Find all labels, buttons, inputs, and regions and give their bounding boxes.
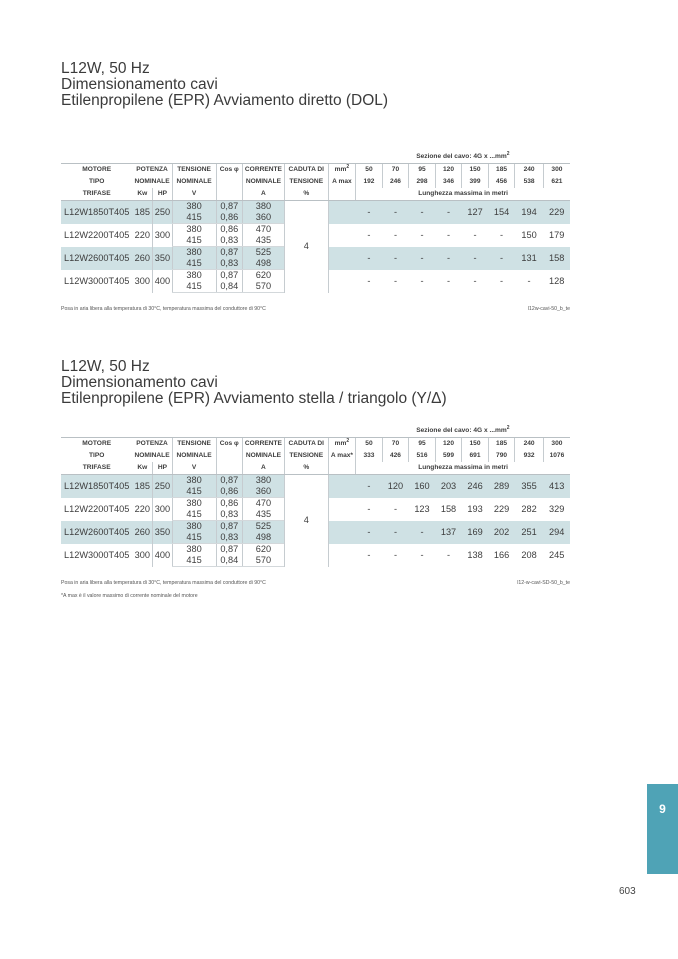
cell: 0,87 — [216, 475, 243, 487]
cell: 415 — [172, 509, 216, 521]
section2-title — [61, 359, 447, 407]
cell: % — [284, 462, 328, 475]
cell: - — [446, 275, 451, 286]
cell: - — [462, 247, 489, 270]
cell: 350 — [153, 247, 172, 270]
title-line: Etilenpropilene (EPR) Avviamento stella / triangolo (Y/Δ) — [61, 390, 447, 407]
cell: 790 — [488, 450, 515, 462]
cell: 158 — [440, 503, 457, 514]
cell: 350 — [153, 521, 172, 544]
superscript: 2 — [506, 151, 510, 157]
cell: 380 — [172, 224, 216, 236]
cell: 137 — [435, 521, 462, 544]
cell: TRIFASE — [61, 188, 132, 201]
cell: NOMINALE — [172, 450, 216, 462]
installation-note: Posa in aria libera alla temperatura di 30°C, temperatura massima del conduttore di 90°C — [61, 306, 266, 312]
cell: 179 — [549, 229, 565, 240]
cell: - — [356, 247, 383, 270]
cell: 415 — [172, 281, 216, 293]
header-row — [61, 176, 570, 188]
cell: 0,84 — [216, 555, 243, 567]
cell: 246 — [382, 176, 409, 188]
cell: 380 — [243, 201, 285, 213]
cell: TIPO — [89, 452, 105, 459]
cable-table-dol — [61, 151, 570, 293]
cell: 0,86 — [216, 224, 243, 236]
cell: 0,83 — [216, 509, 243, 521]
header-row — [61, 450, 570, 462]
cell: 413 — [543, 475, 570, 498]
cell: 300 — [543, 164, 570, 177]
cell: 1076 — [543, 450, 570, 462]
cell: - — [367, 229, 371, 240]
cell: 4 — [284, 201, 328, 293]
cell: - — [356, 475, 383, 498]
cell: 4 — [284, 475, 328, 567]
dimensioning-table — [61, 151, 570, 293]
mm-label: mm — [334, 440, 347, 447]
blank-cell — [328, 498, 356, 521]
cell: 246 — [462, 475, 489, 498]
cell: 380 — [172, 498, 216, 510]
header-row — [61, 151, 570, 164]
cell: 289 — [488, 475, 515, 498]
cell: - — [367, 549, 371, 560]
cell: 456 — [488, 176, 515, 188]
cell: - — [393, 229, 397, 240]
unit-cell — [328, 164, 356, 177]
cell: L12W2600T405 — [61, 521, 132, 544]
cell: 415 — [172, 258, 216, 270]
cell: 229 — [493, 503, 510, 514]
cell: - — [356, 201, 383, 224]
dimensioning-table — [61, 425, 570, 567]
cell: 525 — [243, 247, 285, 259]
cell: 300 — [543, 438, 570, 451]
cell: - — [527, 275, 531, 286]
header-row — [61, 438, 570, 451]
cell: 298 — [409, 176, 436, 188]
unit-cell — [328, 438, 356, 451]
length-header: Lunghezza massima in metri — [356, 462, 570, 475]
cell: 0,83 — [216, 235, 243, 247]
cell: 435 — [243, 235, 285, 247]
cell: 300 — [134, 275, 150, 286]
cell: 131 — [515, 247, 544, 270]
cell: 300 — [153, 224, 172, 247]
cell: 0,83 — [216, 258, 243, 270]
cell: - — [382, 247, 409, 270]
cell: 150 — [521, 229, 537, 240]
cell: - — [356, 521, 383, 544]
cell: L12W2200T405 — [64, 229, 130, 240]
cell: - — [393, 503, 397, 514]
cell: 380 — [172, 247, 216, 259]
cell: 220 — [134, 503, 150, 514]
superscript: 2 — [506, 425, 510, 431]
cell: 120 — [435, 438, 462, 451]
footnote: *A max è il valore massimo di corrente nominale del motore — [61, 593, 198, 599]
cell: 360 — [243, 486, 285, 498]
cell: TIPO — [89, 178, 105, 185]
cell: L12W1850T405 — [61, 475, 132, 498]
cell: 516 — [409, 450, 436, 462]
cell: V — [172, 188, 216, 201]
cell: A max* — [328, 450, 356, 462]
section-label: Sezione del cavo: 4G x ...mm — [416, 427, 507, 434]
blank-cell — [216, 188, 243, 201]
cell: 470 — [243, 498, 285, 510]
cell: - — [409, 247, 436, 270]
cell: 260 — [132, 247, 152, 270]
header-row — [61, 425, 570, 438]
cell: 360 — [243, 212, 285, 224]
cell: 128 — [549, 275, 565, 286]
cell: NOMINALE — [134, 452, 170, 459]
cell: 399 — [462, 176, 489, 188]
cell: MOTORE — [61, 164, 132, 177]
cell: 95 — [409, 164, 436, 177]
cell: 150 — [462, 438, 489, 451]
cell: L12W1850T405 — [61, 201, 132, 224]
cell: - — [420, 275, 424, 286]
blank-cell — [328, 201, 356, 224]
cell: 229 — [543, 201, 570, 224]
blank-cell — [216, 450, 243, 462]
cell: 203 — [435, 475, 462, 498]
cell: - — [446, 229, 451, 240]
cell: V — [172, 462, 216, 475]
cell: Cos φ — [216, 438, 243, 451]
cell: A — [243, 188, 285, 201]
cell: 250 — [153, 201, 172, 224]
cell: 193 — [467, 503, 483, 514]
cell: - — [393, 549, 397, 560]
cell: 0,86 — [216, 498, 243, 510]
cell: MOTORE — [61, 438, 132, 451]
cell: 0,87 — [216, 201, 243, 213]
page-number: 603 — [619, 886, 636, 897]
cell: - — [393, 275, 397, 286]
blank-cell — [328, 475, 356, 498]
cell: HP — [153, 188, 172, 201]
cell: 415 — [172, 486, 216, 498]
blank-cell — [216, 462, 243, 475]
cell: 0,87 — [216, 521, 243, 533]
cell: 95 — [409, 438, 436, 451]
length-header: Lunghezza massima in metri — [356, 188, 570, 201]
cell: TENSIONE — [172, 164, 216, 177]
cell: 158 — [543, 247, 570, 270]
cell: POTENZA — [132, 438, 172, 451]
cell: 620 — [243, 544, 285, 556]
section-header — [356, 425, 570, 438]
cell: 185 — [488, 164, 515, 177]
section-label: Sezione del cavo: 4G x ...mm — [416, 153, 507, 160]
cell: 260 — [132, 521, 152, 544]
cell: 599 — [435, 450, 462, 462]
cell: 245 — [549, 549, 565, 560]
cell: L12W2600T405 — [61, 247, 132, 270]
cell: 208 — [521, 549, 537, 560]
cell: 621 — [543, 176, 570, 188]
blank-cell — [328, 521, 356, 544]
cell: - — [420, 229, 424, 240]
cell: 123 — [414, 503, 430, 514]
cell: - — [435, 201, 462, 224]
blank-cell — [328, 224, 356, 247]
cell: 400 — [153, 270, 172, 293]
cell: 300 — [153, 498, 172, 521]
header-row — [61, 188, 570, 201]
cell: 0,87 — [216, 270, 243, 282]
blank-cell — [61, 151, 356, 164]
cell: - — [500, 275, 504, 286]
cell: - — [435, 247, 462, 270]
cell: 691 — [462, 450, 489, 462]
cell: A max — [328, 176, 356, 188]
cell: 138 — [467, 549, 483, 560]
cell: TENSIONE — [284, 450, 328, 462]
cell: L12W2200T405 — [64, 503, 130, 514]
cell: 498 — [243, 532, 285, 544]
cell: 435 — [243, 509, 285, 521]
cell: 932 — [515, 450, 544, 462]
blank-cell — [328, 544, 356, 567]
cell: NOMINALE — [134, 178, 170, 185]
cell: - — [367, 275, 371, 286]
cell: 50 — [356, 438, 383, 451]
cell: 120 — [435, 164, 462, 177]
mm-label: mm — [334, 166, 347, 173]
cell: 570 — [243, 555, 285, 567]
cell: L12W3000T405 — [64, 549, 130, 560]
cell: - — [488, 247, 515, 270]
cell: 282 — [521, 503, 537, 514]
cell: 120 — [382, 475, 409, 498]
cell: 400 — [153, 544, 172, 567]
cell: CADUTA DI — [284, 438, 328, 451]
cell: 50 — [356, 164, 383, 177]
cell: - — [382, 521, 409, 544]
cell: 0,87 — [216, 544, 243, 556]
cell: CORRENTE — [243, 438, 285, 451]
cell: 0,87 — [216, 247, 243, 259]
cell: 240 — [515, 438, 544, 451]
cell: 380 — [243, 475, 285, 487]
cell: 0,83 — [216, 532, 243, 544]
cell: - — [409, 201, 436, 224]
cell: L12W3000T405 — [64, 275, 130, 286]
blank-cell — [61, 425, 356, 438]
cell: 0,86 — [216, 212, 243, 224]
cell: 498 — [243, 258, 285, 270]
cell: 202 — [488, 521, 515, 544]
installation-note: Posa in aria libera alla temperatura di 30°C, temperatura massima del conduttore di 90°C — [61, 580, 266, 586]
cell: 415 — [172, 212, 216, 224]
cell: 525 — [243, 521, 285, 533]
cell: 0,84 — [216, 281, 243, 293]
cell: Cos φ — [216, 164, 243, 177]
cell: - — [473, 275, 477, 286]
cell: TRIFASE — [61, 462, 132, 475]
table-row — [61, 475, 570, 487]
title-line: L12W, 50 Hz — [61, 60, 150, 77]
cell: 380 — [172, 201, 216, 213]
cell: 166 — [493, 549, 510, 560]
cell: 346 — [435, 176, 462, 188]
cell: 70 — [382, 438, 409, 451]
cell: 294 — [543, 521, 570, 544]
cell: 251 — [515, 521, 544, 544]
cell: 300 — [134, 549, 150, 560]
cell: 426 — [382, 450, 409, 462]
cell: 185 — [132, 475, 152, 498]
cell: 0,86 — [216, 486, 243, 498]
cell: 150 — [462, 164, 489, 177]
cell: 333 — [356, 450, 383, 462]
cell: POTENZA — [132, 164, 172, 177]
cell: 250 — [153, 475, 172, 498]
cell: % — [284, 188, 328, 201]
cell: 570 — [243, 281, 285, 293]
header-row — [61, 462, 570, 475]
title-line: Dimensionamento cavi — [61, 374, 218, 391]
cell: - — [473, 229, 477, 240]
cell: 380 — [172, 270, 216, 282]
cell: HP — [153, 462, 172, 475]
section-header — [356, 151, 570, 164]
blank-cell — [328, 247, 356, 270]
cell: 329 — [549, 503, 565, 514]
cell: 194 — [515, 201, 544, 224]
cell: 185 — [488, 438, 515, 451]
cell: - — [446, 549, 451, 560]
header-row — [61, 164, 570, 177]
cell: 192 — [356, 176, 383, 188]
cell: Kw — [132, 188, 152, 201]
cell: - — [500, 229, 504, 240]
cell: - — [382, 201, 409, 224]
section1-title — [61, 61, 388, 109]
cell: NOMINALE — [172, 176, 216, 188]
cell: TENSIONE — [284, 176, 328, 188]
cell: 415 — [172, 235, 216, 247]
cell: 470 — [243, 224, 285, 236]
cell: 185 — [132, 201, 152, 224]
superscript: 2 — [346, 164, 350, 170]
cell: TENSIONE — [172, 438, 216, 451]
cell: 169 — [462, 521, 489, 544]
cell: 70 — [382, 164, 409, 177]
table-row — [61, 201, 570, 213]
cell: CADUTA DI — [284, 164, 328, 177]
cell: 220 — [134, 229, 150, 240]
cell: 380 — [172, 521, 216, 533]
cell: 380 — [172, 475, 216, 487]
cell: 355 — [515, 475, 544, 498]
title-line: L12W, 50 Hz — [61, 358, 150, 375]
blank-cell — [328, 462, 356, 475]
blank-cell — [216, 176, 243, 188]
title-line: Etilenpropilene (EPR) Avviamento diretto (DOL) — [61, 92, 389, 109]
cell: NOMINALE — [243, 176, 285, 188]
table-code: l12-w-cavi-SD-50_b_te — [517, 580, 570, 586]
cell: 415 — [172, 532, 216, 544]
cell: CORRENTE — [243, 164, 285, 177]
cell: - — [409, 521, 436, 544]
cell: 127 — [462, 201, 489, 224]
cell: 240 — [515, 164, 544, 177]
cell: A — [243, 462, 285, 475]
cell: 620 — [243, 270, 285, 282]
cell: 538 — [515, 176, 544, 188]
cell: 154 — [488, 201, 515, 224]
title-line: Dimensionamento cavi — [61, 76, 218, 93]
cell: - — [367, 503, 371, 514]
table-code: l12w-cavi-50_b_te — [527, 306, 570, 312]
cell: 415 — [172, 555, 216, 567]
blank-cell — [328, 188, 356, 201]
cell: NOMINALE — [243, 450, 285, 462]
cell: - — [420, 549, 424, 560]
superscript: 2 — [346, 438, 350, 444]
cell: Kw — [132, 462, 152, 475]
blank-cell — [328, 270, 356, 293]
chapter-tab[interactable]: 9 — [647, 784, 678, 874]
cell: 380 — [172, 544, 216, 556]
cell: 160 — [409, 475, 436, 498]
cable-table-star-delta — [61, 425, 570, 567]
